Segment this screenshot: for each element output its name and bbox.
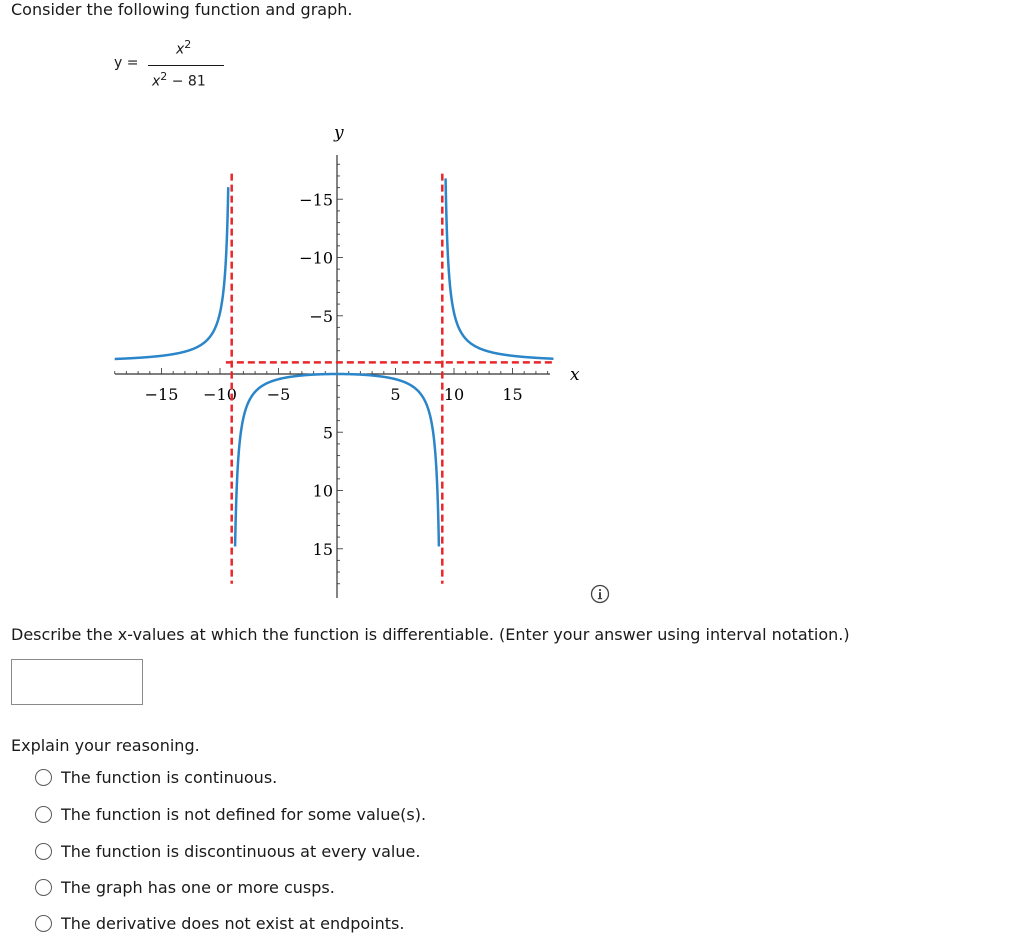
- option-label: The function is discontinuous at every value.: [61, 842, 421, 861]
- option-not-defined[interactable]: [35, 805, 426, 824]
- x-tick-label: 15: [502, 385, 523, 404]
- curve-right-branch: [446, 178, 554, 358]
- y-tick-label: −10: [299, 248, 333, 268]
- fraction-bar: [148, 65, 224, 66]
- option-cusps[interactable]: [35, 878, 335, 897]
- option-label: The function is continuous.: [61, 768, 278, 787]
- option-label: The function is not defined for some value(s).: [61, 805, 427, 824]
- y-tick-label: −5: [309, 306, 333, 326]
- x-axis-label: x: [570, 365, 580, 385]
- y-tick-label: 15: [312, 539, 333, 559]
- answer-input[interactable]: [11, 659, 143, 705]
- equation-lhs: y =: [114, 55, 139, 71]
- x-tick-label: 10: [443, 385, 465, 404]
- curve-left-branch: [115, 187, 229, 359]
- option-continuous[interactable]: [35, 768, 277, 787]
- problem-intro: Consider the following function and graph.: [11, 0, 353, 19]
- y-axis-label: y: [334, 123, 344, 143]
- radio-button[interactable]: [35, 879, 52, 896]
- option-label: The derivative does not exist at endpoints.: [61, 914, 405, 933]
- explain-label: Explain your reasoning.: [11, 736, 200, 755]
- x-tick-label: 5: [390, 385, 401, 404]
- function-graph: [110, 120, 590, 600]
- equation-numerator: $x^2$: [176, 38, 192, 58]
- radio-button[interactable]: [35, 915, 52, 932]
- y-tick-label: −15: [299, 190, 333, 210]
- radio-button[interactable]: [35, 769, 52, 786]
- equation-denominator: $x^2 - 81$: [152, 70, 206, 90]
- y-tick-label: 5: [322, 423, 333, 443]
- radio-button[interactable]: [35, 843, 52, 860]
- x-tick-label: −5: [266, 385, 291, 404]
- option-endpoints[interactable]: [35, 914, 404, 933]
- option-label: The graph has one or more cusps.: [61, 878, 335, 897]
- x-tick-label: −10: [203, 385, 237, 404]
- info-icon[interactable]: [589, 583, 611, 605]
- question-text: Describe the x-values at which the function is differentiable. (Enter your answer using interval notation.): [11, 625, 850, 644]
- x-tick-label: −15: [144, 385, 179, 404]
- radio-button[interactable]: [35, 806, 52, 823]
- y-tick-label: 10: [312, 481, 333, 501]
- option-discontinuous[interactable]: [35, 842, 420, 861]
- function-equation: [114, 36, 234, 96]
